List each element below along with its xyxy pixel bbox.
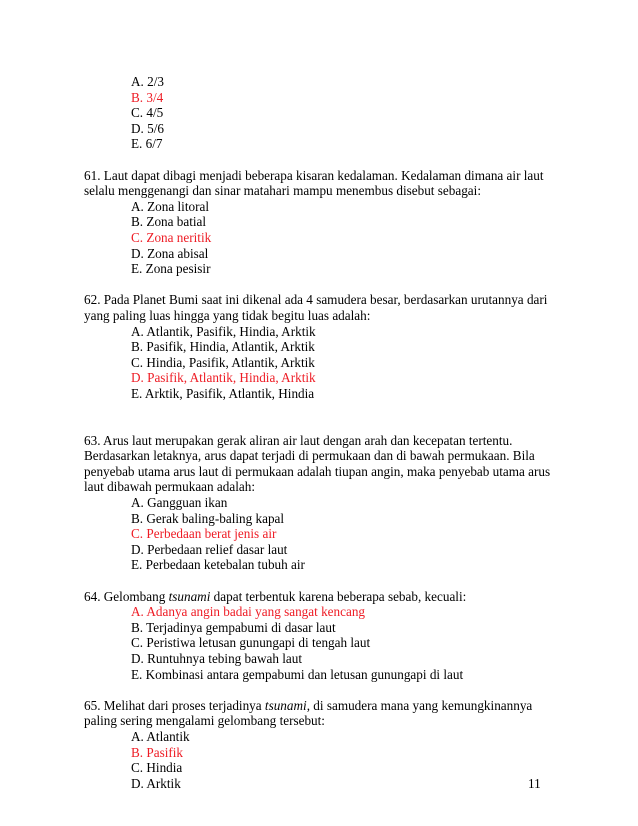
option-61-a: A. Zona litoral xyxy=(131,198,210,214)
option-60-d: D. 5/6 xyxy=(131,120,164,136)
option-60-c: C. 4/5 xyxy=(131,105,164,121)
question-61-text: 61. Laut dapat dibagi menjadi beberapa kisaran kedalaman. Kedalaman dimana air laut selalu menggenangi dan sinar matahari mampu menembus disebut sebagai: xyxy=(84,167,544,199)
question-63 xyxy=(84,433,554,573)
option-60-e: E. 6/7 xyxy=(131,136,163,152)
option-64-b: B. Terjadinya gempabumi di dasar laut xyxy=(131,619,336,635)
question-62 xyxy=(84,292,554,401)
question-65-text-after: , di samudera mana yang kemungkinannya paling sering mengalami gelombang tersebut: xyxy=(84,697,533,729)
question-62-text: 62. Pada Planet Bumi saat ini dikenal ada 4 samudera besar, berdasarkan urutannya dari yang paling luas hingga yang tidak begitu luas adalah: xyxy=(84,292,548,323)
question-65-text-before: 65. Melihat dari proses terjadinya xyxy=(84,697,265,713)
question-61 xyxy=(84,168,554,277)
question-64 xyxy=(84,589,554,683)
option-62-c: C. Hindia, Pasifik, Atlantik, Arktik xyxy=(131,354,315,370)
option-64-a-correct: A. Adanya angin badai yang sangat kencang xyxy=(131,604,366,620)
question-63-text: 63. Arus laut merupakan gerak aliran air laut dengan arah dan kecepatan tertentu. Berdasarkan letaknya, arus dapat terjadi di permukaan dan di bawah permukaan. Bila penyebab utama arus laut di permukaan adalah tiupan angin, maka penyebab utama arus laut dibawah permukaan adalah: xyxy=(84,432,551,495)
option-64-d: D. Runtuhnya tebing bawah laut xyxy=(131,650,303,666)
option-64-c: C. Peristiwa letusan gunungapi di tengah laut xyxy=(131,635,371,651)
option-61-b: B. Zona batial xyxy=(131,214,207,230)
question-64-text-before: 64. Gelombang xyxy=(84,588,169,604)
option-65-a: A. Atlantik xyxy=(131,728,190,744)
option-61-e: E. Zona pesisir xyxy=(131,261,211,277)
option-65-d: D. Arktik xyxy=(131,775,181,791)
option-65-c: C. Hindia xyxy=(131,760,183,776)
question-65-italic-term: tsunami xyxy=(264,697,307,713)
question-64-text xyxy=(84,589,554,605)
option-65-b-correct: B. Pasifik xyxy=(131,744,184,760)
option-62-a: A. Atlantik, Pasifik, Hindia, Arktik xyxy=(131,323,316,339)
option-62-e: E. Arktik, Pasifik, Atlantik, Hindia xyxy=(131,385,315,401)
option-60-a: A. 2/3 xyxy=(131,74,164,89)
question-60-options xyxy=(84,74,554,152)
question-65-text xyxy=(84,698,554,729)
option-62-d-correct: D. Pasifik, Atlantik, Hindia, Arktik xyxy=(131,370,316,386)
option-63-e: E. Perbedaan ketebalan tubuh air xyxy=(131,557,305,573)
question-65 xyxy=(84,698,554,792)
option-63-b: B. Gerak baling-baling kapal xyxy=(131,510,285,526)
question-64-text-after: dapat terbentuk karena beberapa sebab, kecuali: xyxy=(210,588,467,604)
option-63-a: A. Gangguan ikan xyxy=(131,495,228,511)
page-number: 11 xyxy=(528,776,541,791)
option-61-c-correct: C. Zona neritik xyxy=(131,229,212,245)
option-62-b: B. Pasifik, Hindia, Atlantik, Arktik xyxy=(131,339,315,355)
option-60-b-correct: B. 3/4 xyxy=(131,89,164,105)
question-64-italic-term: tsunami xyxy=(168,588,211,604)
option-63-c-correct: C. Perbedaan berat jenis air xyxy=(131,526,277,542)
question-list xyxy=(84,74,554,791)
option-61-d: D. Zona abisal xyxy=(131,245,209,261)
option-63-d: D. Perbedaan relief dasar laut xyxy=(131,541,288,557)
option-64-e: E. Kombinasi antara gempabumi dan letusan gunungapi di laut xyxy=(131,666,464,682)
